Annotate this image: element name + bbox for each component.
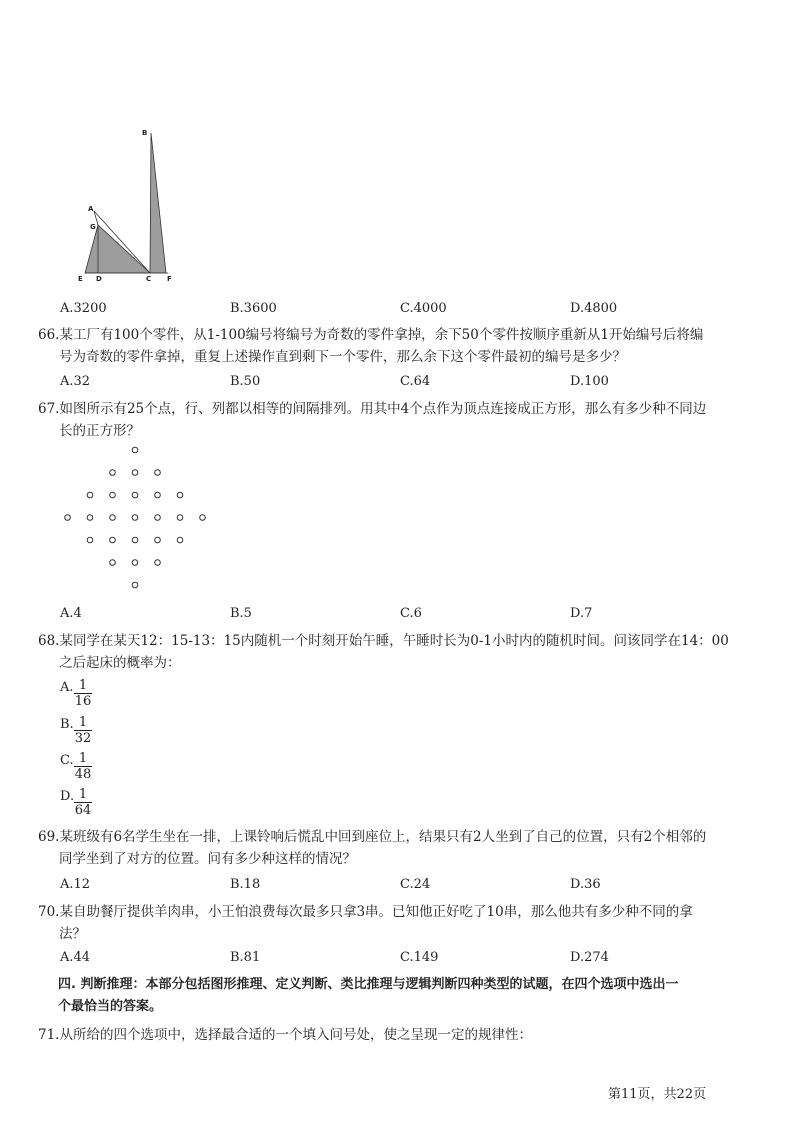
- q65-option-d[interactable]: D.4800: [570, 301, 618, 316]
- q67-line1: 67.如图所示有25个点，行、列都以相等的间隔排列。用其中4个点作为顶点连接成正方形，那么有多少种不同边: [38, 401, 707, 417]
- q65-option-a[interactable]: A.3200: [60, 301, 107, 316]
- numerator: 1: [78, 787, 88, 802]
- q70-line2: 法？: [59, 926, 86, 942]
- numerator: 1: [78, 751, 88, 766]
- q69-line1: 69.某班级有6名学生坐在一排，上课铃响后慌乱中回到座位上，结果只有2人坐到了自己的位置，只有2个相邻的: [38, 829, 707, 845]
- page-number: 第11页，共22页: [608, 1087, 707, 1102]
- q66-option-b[interactable]: B.50: [230, 374, 261, 389]
- q67-question: [38, 398, 748, 442]
- label-a: A: [88, 205, 94, 213]
- q65-option-b[interactable]: B.3600: [230, 301, 277, 316]
- label-e: E: [78, 275, 83, 283]
- q66-line1: 66.某工厂有100个零件，从1-100编号将编号为奇数的零件拿掉，余下50个零件按顺序重新从1开始编号后将编: [38, 327, 704, 343]
- grid-dot: [110, 560, 116, 566]
- q67-line2: 长的正方形？: [59, 423, 140, 439]
- grid-dot: [65, 515, 71, 521]
- dot-grid-figure: [55, 440, 220, 595]
- grid-dot: [177, 537, 183, 543]
- grid-dot: [155, 560, 161, 566]
- grid-dot: [110, 470, 116, 476]
- denominator: 16: [74, 694, 92, 709]
- q69-question: [38, 826, 748, 870]
- q66-line2: 号为奇数的零件拿掉，重复上述操作直到剩下一个零件，那么余下这个零件最初的编号是多少？: [59, 349, 626, 365]
- q66-option-a[interactable]: A.32: [60, 374, 91, 389]
- denominator: 32: [74, 731, 92, 746]
- triangle-egc: [85, 225, 150, 273]
- q68-line2: 之后起床的概率为：: [59, 655, 181, 671]
- grid-dot: [132, 560, 138, 566]
- grid-dot: [132, 582, 138, 588]
- grid-dot: [132, 470, 138, 476]
- q69-line2: 同学坐到了对方的位置。问有多少种这样的情况？: [59, 851, 356, 867]
- grid-dot: [200, 515, 206, 521]
- numerator: 1: [78, 678, 88, 693]
- q66-option-d[interactable]: D.100: [570, 374, 609, 389]
- q70-line1: 70.某自助餐厅提供羊肉串，小王怕浪费每次最多只拿3串。已知他正好吃了10串，那么他共有多少种不同的拿: [38, 904, 693, 920]
- q66-question: [38, 324, 748, 368]
- section-heading-line2: 个最恰当的答案。: [58, 999, 163, 1014]
- q69-option-c[interactable]: C.24: [400, 877, 431, 892]
- grid-dot: [132, 537, 138, 543]
- option-letter: D.: [60, 789, 75, 804]
- section-heading-line1: 四. 判断推理：本部分包括图形推理、定义判断、类比推理与逻辑判断四种类型的试题，在四个选项中选出一: [58, 977, 679, 992]
- q69-option-b[interactable]: B.18: [230, 877, 261, 892]
- q70-option-d[interactable]: D.274: [570, 950, 609, 965]
- grid-dot: [110, 492, 116, 498]
- label-f: F: [167, 275, 172, 283]
- denominator: 48: [74, 767, 92, 782]
- q69-option-d[interactable]: D.36: [570, 877, 601, 892]
- q71-question: [38, 1024, 748, 1046]
- section-heading: [58, 974, 748, 1018]
- label-d: D: [96, 275, 102, 283]
- grid-dot: [87, 492, 93, 498]
- q66-option-c[interactable]: C.64: [400, 374, 431, 389]
- label-c: C: [146, 275, 152, 283]
- q67-option-c[interactable]: C.6: [400, 606, 422, 621]
- grid-dot: [87, 515, 93, 521]
- fraction: [74, 715, 92, 746]
- denominator: 64: [74, 803, 92, 818]
- grid-dot: [110, 515, 116, 521]
- grid-dot: [110, 537, 116, 543]
- grid-dot: [155, 492, 161, 498]
- label-g: G: [90, 223, 96, 231]
- option-letter: A.: [60, 680, 74, 695]
- grid-dot: [155, 537, 161, 543]
- label-b: B: [142, 129, 148, 137]
- fraction: [74, 678, 92, 709]
- q70-option-c[interactable]: C.149: [400, 950, 439, 965]
- grid-dot: [155, 515, 161, 521]
- fraction: [74, 787, 92, 818]
- grid-dot: [132, 447, 138, 453]
- grid-dot: [87, 537, 93, 543]
- q65-option-c[interactable]: C.4000: [400, 301, 447, 316]
- q67-option-a[interactable]: A.4: [60, 606, 82, 621]
- option-letter: C.: [60, 753, 74, 768]
- fraction: [74, 751, 92, 782]
- grid-dot: [177, 515, 183, 521]
- geometry-figure: [72, 125, 182, 285]
- q71-line1: 71.从所给的四个选项中，选择最合适的一个填入问号处，使之呈现一定的规律性：: [38, 1027, 532, 1043]
- grid-dot: [155, 470, 161, 476]
- q68-line1: 68.某同学在某天12：15-13：15内随机一个时刻开始午睡，午睡时长为0-1小时内的随机时间。问该同学在14：00: [38, 633, 729, 649]
- grid-dot: [132, 492, 138, 498]
- q67-option-d[interactable]: D.7: [570, 606, 593, 621]
- q67-option-b[interactable]: B.5: [230, 606, 252, 621]
- q69-option-a[interactable]: A.12: [60, 877, 91, 892]
- q68-question: [38, 630, 748, 674]
- option-letter: B.: [60, 717, 74, 732]
- numerator: 1: [78, 715, 88, 730]
- grid-dot: [177, 492, 183, 498]
- triangle-cbf: [150, 133, 166, 273]
- q70-question: [38, 901, 748, 945]
- q70-option-a[interactable]: A.44: [60, 950, 91, 965]
- grid-dot: [132, 515, 138, 521]
- q70-option-b[interactable]: B.81: [230, 950, 261, 965]
